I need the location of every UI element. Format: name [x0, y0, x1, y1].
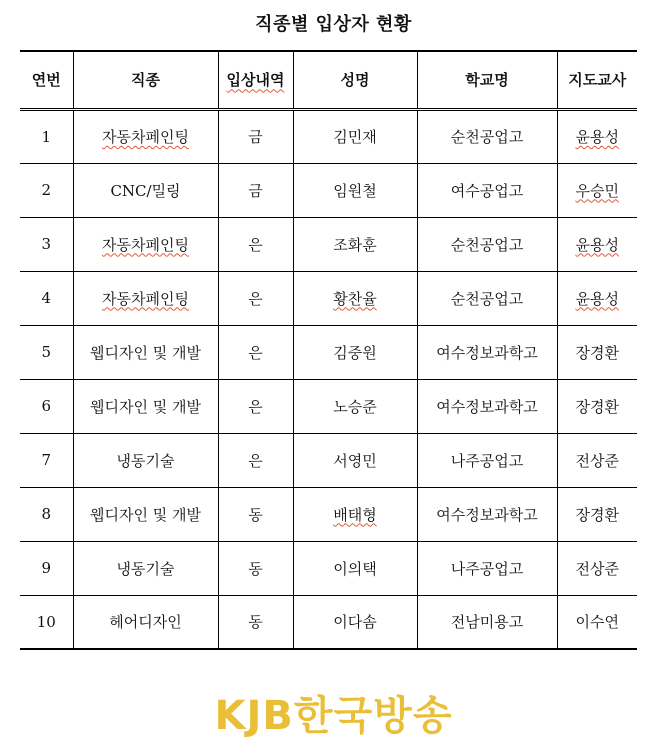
header-award-label: 입상내역 — [226, 71, 285, 90]
cell-name: 임원철 — [293, 163, 417, 217]
cell-teacher: 전상준 — [557, 433, 637, 487]
cell-name-text: 배태형 — [333, 505, 377, 524]
table-row — [20, 109, 637, 163]
cell-no: 3 — [20, 217, 73, 271]
table-row — [20, 487, 637, 541]
cell-school: 나주공업고 — [417, 433, 557, 487]
cell-school: 순천공업고 — [417, 271, 557, 325]
table-row — [20, 163, 637, 217]
cell-teacher: 이수연 — [557, 595, 637, 649]
kjb-watermark-logo: KJB한국방송 — [214, 693, 453, 739]
cell-teacher-text: 우승민 — [575, 181, 619, 200]
cell-job-text: 자동차페인팅 — [102, 128, 189, 146]
cell-school: 순천공업고 — [417, 217, 557, 271]
cell-teacher: 전상준 — [557, 541, 637, 595]
cell-name: 이다솜 — [293, 595, 417, 649]
cell-school: 전남미용고 — [417, 595, 557, 649]
cell-no: 1 — [20, 109, 73, 163]
cell-job: 웹디자인 및 개발 — [73, 325, 218, 379]
cell-name-text: 황찬율 — [333, 289, 377, 308]
cell-school: 여수정보과학고 — [417, 379, 557, 433]
cell-no: 6 — [20, 379, 73, 433]
cell-teacher: 장경환 — [557, 487, 637, 541]
cell-no: 7 — [20, 433, 73, 487]
table-row — [20, 379, 637, 433]
cell-no: 4 — [20, 271, 73, 325]
cell-job-text: 자동차페인팅 — [102, 289, 189, 308]
cell-teacher — [557, 271, 637, 325]
cell-no: 8 — [20, 487, 73, 541]
cell-job: 웹디자인 및 개발 — [73, 379, 218, 433]
cell-name: 김중원 — [293, 325, 417, 379]
cell-job-text: 자동차페인팅 — [102, 235, 189, 254]
cell-school: 여수공업고 — [417, 163, 557, 217]
header-teacher: 지도교사 — [557, 51, 637, 109]
cell-name — [293, 487, 417, 541]
header-name: 성명 — [293, 51, 417, 109]
header-row — [20, 51, 637, 109]
cell-teacher-text: 윤용성 — [575, 235, 619, 254]
cell-name: 조화훈 — [293, 217, 417, 271]
cell-teacher — [557, 109, 637, 163]
cell-job: CNC/밀링 — [73, 163, 218, 217]
cell-teacher: 장경환 — [557, 325, 637, 379]
cell-school: 순천공업고 — [417, 109, 557, 163]
cell-no: 10 — [20, 595, 73, 649]
cell-award: 동 — [218, 595, 293, 649]
header-job: 직종 — [73, 51, 218, 109]
cell-award: 동 — [218, 541, 293, 595]
cell-teacher — [557, 217, 637, 271]
cell-award: 은 — [218, 433, 293, 487]
cell-teacher — [557, 163, 637, 217]
header-no: 연번 — [20, 51, 73, 109]
cell-award: 은 — [218, 271, 293, 325]
cell-name: 이의택 — [293, 541, 417, 595]
page-title: 직종별 입상자 현황 — [255, 14, 412, 35]
cell-teacher: 장경환 — [557, 379, 637, 433]
cell-job: 냉동기술 — [73, 541, 218, 595]
cell-teacher-text: 윤용성 — [575, 128, 619, 146]
table-row — [20, 541, 637, 595]
cell-award: 은 — [218, 325, 293, 379]
header-award — [218, 51, 293, 109]
cell-no: 2 — [20, 163, 73, 217]
cell-award: 금 — [218, 163, 293, 217]
cell-job: 웹디자인 및 개발 — [73, 487, 218, 541]
table-row — [20, 433, 637, 487]
cell-no: 9 — [20, 541, 73, 595]
cell-job: 냉동기술 — [73, 433, 218, 487]
cell-school: 여수정보과학고 — [417, 487, 557, 541]
cell-name — [293, 271, 417, 325]
cell-name: 김민재 — [293, 109, 417, 163]
cell-school: 나주공업고 — [417, 541, 557, 595]
cell-award: 금 — [218, 109, 293, 163]
cell-no: 5 — [20, 325, 73, 379]
table-row — [20, 217, 637, 271]
cell-teacher-text: 윤용성 — [575, 289, 619, 308]
cell-job — [73, 271, 218, 325]
cell-award: 동 — [218, 487, 293, 541]
table-row — [20, 271, 637, 325]
cell-school: 여수정보과학고 — [417, 325, 557, 379]
header-school: 학교명 — [417, 51, 557, 109]
cell-award: 은 — [218, 217, 293, 271]
cell-name: 서영민 — [293, 433, 417, 487]
winners-table — [20, 50, 637, 650]
cell-job: 헤어디자인 — [73, 595, 218, 649]
cell-name: 노승준 — [293, 379, 417, 433]
cell-award: 은 — [218, 379, 293, 433]
table-row — [20, 325, 637, 379]
table-row — [20, 595, 637, 649]
cell-job — [73, 217, 218, 271]
cell-job — [73, 109, 218, 163]
